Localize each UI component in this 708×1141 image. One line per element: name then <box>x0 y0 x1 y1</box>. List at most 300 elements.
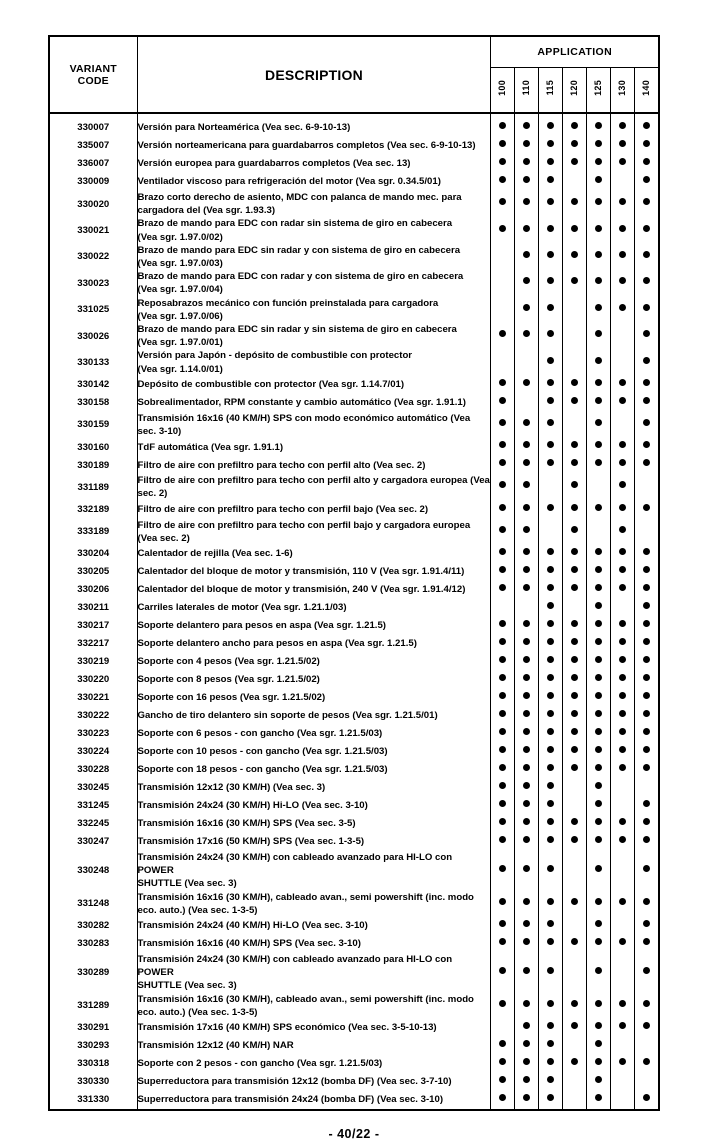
application-dot-empty <box>619 357 626 364</box>
application-dot-filled <box>595 656 602 663</box>
application-cell-120 <box>563 851 587 891</box>
application-cell-130 <box>611 635 635 653</box>
application-dot-empty <box>595 481 602 488</box>
application-cell-110 <box>515 635 539 653</box>
application-cell-120 <box>563 1091 587 1110</box>
application-dot-filled <box>547 865 554 872</box>
application-dot-filled <box>499 920 506 927</box>
application-dot-empty <box>643 782 650 789</box>
description-cell <box>137 1073 491 1091</box>
application-cell-120 <box>563 323 587 349</box>
table-row <box>49 1073 659 1091</box>
application-cell-130 <box>611 1091 635 1110</box>
application-cell-125 <box>587 581 611 599</box>
application-dot-filled <box>499 526 506 533</box>
table-row <box>49 993 659 1019</box>
application-dot-filled <box>643 441 650 448</box>
application-dot-filled <box>547 419 554 426</box>
application-cell-130 <box>611 349 635 375</box>
application-dot-filled <box>643 459 650 466</box>
application-cell-125 <box>587 815 611 833</box>
application-dot-filled <box>547 1094 554 1101</box>
application-cell-130 <box>611 599 635 617</box>
application-cell-110 <box>515 323 539 349</box>
variant-code-cell: 335007 <box>49 137 137 155</box>
application-cell-100 <box>491 1055 515 1073</box>
application-cell-120 <box>563 297 587 323</box>
variant-code-cell: 330026 <box>49 323 137 349</box>
description-cell <box>137 833 491 851</box>
application-cell-140 <box>635 851 659 891</box>
application-cell-140 <box>635 599 659 617</box>
application-cell-120 <box>563 173 587 191</box>
description-cell <box>137 635 491 653</box>
application-cell-100 <box>491 119 515 137</box>
application-dot-filled <box>643 379 650 386</box>
application-dot-filled <box>643 967 650 974</box>
application-cell-100 <box>491 953 515 993</box>
application-cell-140 <box>635 1091 659 1110</box>
table-row <box>49 376 659 394</box>
application-dot-filled <box>499 158 506 165</box>
variant-code-cell: 330022 <box>49 244 137 270</box>
application-dot-filled <box>523 504 530 511</box>
application-dot-filled <box>547 800 554 807</box>
application-cell-110 <box>515 137 539 155</box>
variant-code-cell: 330211 <box>49 599 137 617</box>
application-dot-filled <box>643 620 650 627</box>
description-line1: Transmisión 16x16 (40 KM/H) SPS con modo económico automático (Vea sec. 3-10) <box>137 412 471 438</box>
application-cell-125 <box>587 474 611 500</box>
application-cell-110 <box>515 917 539 935</box>
application-dot-filled <box>619 504 626 511</box>
application-cell-115 <box>539 599 563 617</box>
application-dot-filled <box>643 158 650 165</box>
application-dot-filled <box>595 620 602 627</box>
application-dot-filled <box>595 674 602 681</box>
application-dot-filled <box>595 1076 602 1083</box>
table-body <box>49 113 659 1110</box>
application-dot-filled <box>571 225 578 232</box>
table-row <box>49 671 659 689</box>
application-dot-filled <box>523 140 530 147</box>
application-dot-empty <box>571 419 578 426</box>
application-dot-empty <box>619 967 626 974</box>
application-cell-140 <box>635 725 659 743</box>
description-cell <box>137 851 491 891</box>
description-line1: Transmisión 17x16 (40 KM/H) SPS económico (Vea sec. 3-5-10-13) <box>137 1022 437 1034</box>
application-dot-filled <box>643 140 650 147</box>
application-cell-100 <box>491 1019 515 1037</box>
application-cell-140 <box>635 993 659 1019</box>
application-dot-filled <box>523 656 530 663</box>
application-cell-115 <box>539 725 563 743</box>
application-cell-140 <box>635 635 659 653</box>
application-dot-filled <box>523 225 530 232</box>
application-cell-120 <box>563 270 587 296</box>
application-dot-filled <box>523 176 530 183</box>
application-dot-filled <box>499 818 506 825</box>
application-cell-130 <box>611 545 635 563</box>
application-cell-140 <box>635 743 659 761</box>
application-dot-filled <box>595 1000 602 1007</box>
application-dot-filled <box>619 140 626 147</box>
application-cell-110 <box>515 797 539 815</box>
application-cell-125 <box>587 833 611 851</box>
application-dot-filled <box>595 800 602 807</box>
application-cell-140 <box>635 935 659 953</box>
application-cell-130 <box>611 1037 635 1055</box>
application-dot-filled <box>643 898 650 905</box>
application-dot-filled <box>499 638 506 645</box>
application-cell-120 <box>563 599 587 617</box>
application-dot-filled <box>523 526 530 533</box>
application-cell-110 <box>515 217 539 243</box>
header-col-130 <box>611 68 635 114</box>
application-dot-filled <box>523 1076 530 1083</box>
application-cell-110 <box>515 707 539 725</box>
application-dot-filled <box>595 158 602 165</box>
application-dot-empty <box>619 330 626 337</box>
application-cell-110 <box>515 191 539 217</box>
application-dot-filled <box>499 938 506 945</box>
application-cell-125 <box>587 743 611 761</box>
table-row <box>49 438 659 456</box>
application-dot-filled <box>547 1058 554 1065</box>
application-cell-100 <box>491 456 515 474</box>
description-line1: Versión para Norteamérica (Vea sec. 6-9-10-13) <box>137 122 351 134</box>
variant-code-cell: 330219 <box>49 653 137 671</box>
description-cell <box>137 438 491 456</box>
application-cell-100 <box>491 394 515 412</box>
variant-code-cell: 330224 <box>49 743 137 761</box>
description-line1: Transmisión 12x12 (30 KM/H) (Vea sec. 3) <box>137 782 326 794</box>
application-cell-125 <box>587 155 611 173</box>
application-dot-filled <box>523 674 530 681</box>
application-cell-110 <box>515 244 539 270</box>
header-col-125 <box>587 68 611 114</box>
application-dot-filled <box>595 251 602 258</box>
application-cell-110 <box>515 779 539 797</box>
description-line2: (Vea sgr. 1.97.0/03) <box>137 258 223 270</box>
description-cell <box>137 935 491 953</box>
description-line1: Soporte con 6 pesos - con gancho (Vea sgr. 1.21.5/03) <box>137 728 383 740</box>
application-cell-100 <box>491 815 515 833</box>
application-cell-140 <box>635 833 659 851</box>
description-line1: Sobrealimentador, RPM constante y cambio automático (Vea sgr. 1.91.1) <box>137 397 466 409</box>
application-dot-filled <box>547 746 554 753</box>
variant-code-cell: 330330 <box>49 1073 137 1091</box>
application-dot-filled <box>547 818 554 825</box>
application-dot-empty <box>619 865 626 872</box>
application-dot-filled <box>571 1058 578 1065</box>
description-line1: Calentador del bloque de motor y transmisión, 110 V (Vea sgr. 1.91.4/11) <box>137 566 465 578</box>
application-dot-filled <box>571 251 578 258</box>
table-row <box>49 635 659 653</box>
application-cell-110 <box>515 1055 539 1073</box>
application-cell-125 <box>587 617 611 635</box>
application-dot-empty <box>643 526 650 533</box>
application-cell-140 <box>635 119 659 137</box>
variant-code-cell: 330142 <box>49 376 137 394</box>
application-cell-125 <box>587 935 611 953</box>
application-cell-130 <box>611 617 635 635</box>
application-cell-110 <box>515 851 539 891</box>
application-dot-filled <box>595 638 602 645</box>
application-cell-130 <box>611 815 635 833</box>
application-dot-filled <box>595 818 602 825</box>
application-dot-filled <box>523 898 530 905</box>
header-col-100-label: 100 <box>497 80 508 96</box>
application-dot-filled <box>499 1076 506 1083</box>
variant-code-cell: 330159 <box>49 412 137 438</box>
application-cell-110 <box>515 155 539 173</box>
variant-code-cell: 330023 <box>49 270 137 296</box>
application-dot-filled <box>643 938 650 945</box>
application-dot-empty <box>571 800 578 807</box>
application-cell-100 <box>491 297 515 323</box>
application-cell-115 <box>539 891 563 917</box>
application-cell-120 <box>563 501 587 519</box>
description-cell <box>137 173 491 191</box>
application-cell-115 <box>539 376 563 394</box>
application-cell-125 <box>587 349 611 375</box>
description-line1: Transmisión 12x12 (40 KM/H) NAR <box>137 1040 294 1052</box>
application-dot-empty <box>571 865 578 872</box>
table-row <box>49 797 659 815</box>
variant-code-cell: 331025 <box>49 297 137 323</box>
application-dot-empty <box>595 526 602 533</box>
application-dot-filled <box>547 397 554 404</box>
application-dot-filled <box>547 1000 554 1007</box>
application-cell-110 <box>515 474 539 500</box>
application-cell-140 <box>635 1019 659 1037</box>
description-line1: Transmisión 16x16 (30 KM/H) SPS (Vea sec. 3-5) <box>137 818 356 830</box>
application-dot-empty <box>571 330 578 337</box>
application-dot-filled <box>571 638 578 645</box>
header-col-115-label: 115 <box>545 80 556 96</box>
description-cell <box>137 137 491 155</box>
application-cell-130 <box>611 119 635 137</box>
application-dot-filled <box>523 800 530 807</box>
application-dot-filled <box>547 967 554 974</box>
application-cell-110 <box>515 935 539 953</box>
application-dot-filled <box>571 277 578 284</box>
description-cell <box>137 689 491 707</box>
application-dot-filled <box>523 158 530 165</box>
application-dot-filled <box>523 566 530 573</box>
application-dot-filled <box>643 584 650 591</box>
application-dot-filled <box>595 304 602 311</box>
application-dot-filled <box>571 674 578 681</box>
application-dot-empty <box>571 176 578 183</box>
application-dot-filled <box>499 1058 506 1065</box>
application-dot-filled <box>595 504 602 511</box>
application-dot-filled <box>595 602 602 609</box>
application-dot-filled <box>571 710 578 717</box>
description-line1: Superreductora para transmisión 24x24 (bomba DF) (Vea sec. 3-10) <box>137 1094 444 1106</box>
application-dot-filled <box>547 638 554 645</box>
application-cell-115 <box>539 501 563 519</box>
variant-code-cell: 336007 <box>49 155 137 173</box>
application-cell-100 <box>491 617 515 635</box>
application-cell-110 <box>515 519 539 545</box>
application-cell-120 <box>563 671 587 689</box>
application-cell-100 <box>491 474 515 500</box>
application-cell-140 <box>635 653 659 671</box>
description-line1: Carriles laterales de motor (Vea sgr. 1.21.1/03) <box>137 602 347 614</box>
application-cell-125 <box>587 563 611 581</box>
table-row <box>49 743 659 761</box>
application-dot-filled <box>547 277 554 284</box>
description-line2: eco. auto.) (Vea sec. 1-3-5) <box>137 1006 258 1018</box>
application-cell-125 <box>587 1073 611 1091</box>
application-dot-filled <box>523 419 530 426</box>
application-cell-120 <box>563 953 587 993</box>
application-dot-filled <box>619 764 626 771</box>
application-cell-110 <box>515 761 539 779</box>
variant-code-cell: 330217 <box>49 617 137 635</box>
application-dot-filled <box>547 836 554 843</box>
application-dot-filled <box>523 782 530 789</box>
application-cell-130 <box>611 217 635 243</box>
application-dot-filled <box>643 198 650 205</box>
application-cell-115 <box>539 119 563 137</box>
table-row <box>49 244 659 270</box>
application-dot-filled <box>643 1022 650 1029</box>
variant-code-cell: 331248 <box>49 891 137 917</box>
application-dot-empty <box>643 1040 650 1047</box>
application-dot-empty <box>571 782 578 789</box>
variant-code-cell: 330318 <box>49 1055 137 1073</box>
application-cell-125 <box>587 270 611 296</box>
table-row <box>49 953 659 993</box>
variant-code-cell: 330220 <box>49 671 137 689</box>
application-dot-filled <box>523 1058 530 1065</box>
description-cell <box>137 376 491 394</box>
application-cell-130 <box>611 797 635 815</box>
application-cell-100 <box>491 935 515 953</box>
application-dot-filled <box>595 176 602 183</box>
application-cell-130 <box>611 297 635 323</box>
variant-code-cell: 331289 <box>49 993 137 1019</box>
application-dot-filled <box>571 140 578 147</box>
description-line1: Calentador del bloque de motor y transmisión, 240 V (Vea sgr. 1.91.4/12) <box>137 584 466 596</box>
table-row <box>49 779 659 797</box>
description-line1: Soporte con 16 pesos (Vea sgr. 1.21.5/02) <box>137 692 326 704</box>
description-line1: Reposabrazos mecánico con función preinstalada para cargadora <box>137 297 439 309</box>
application-dot-filled <box>499 584 506 591</box>
variant-application-table <box>48 35 660 1111</box>
application-dot-filled <box>595 566 602 573</box>
application-cell-125 <box>587 501 611 519</box>
table-row <box>49 270 659 296</box>
application-dot-filled <box>643 1000 650 1007</box>
application-dot-filled <box>499 1094 506 1101</box>
description-line1: Soporte delantero ancho para pesos en aspa (Vea sgr. 1.21.5) <box>137 638 417 650</box>
application-cell-115 <box>539 797 563 815</box>
application-cell-100 <box>491 851 515 891</box>
variant-code-cell: 330282 <box>49 917 137 935</box>
application-cell-120 <box>563 412 587 438</box>
application-cell-110 <box>515 456 539 474</box>
application-cell-115 <box>539 173 563 191</box>
application-cell-130 <box>611 1055 635 1073</box>
application-cell-130 <box>611 155 635 173</box>
application-cell-120 <box>563 707 587 725</box>
application-dot-empty <box>571 967 578 974</box>
application-cell-110 <box>515 653 539 671</box>
application-dot-filled <box>523 818 530 825</box>
variant-code-cell: 331189 <box>49 474 137 500</box>
application-dot-filled <box>499 865 506 872</box>
application-cell-115 <box>539 1019 563 1037</box>
application-cell-110 <box>515 993 539 1019</box>
table-row <box>49 519 659 545</box>
application-dot-filled <box>499 379 506 386</box>
application-cell-125 <box>587 545 611 563</box>
description-line1: Soporte con 8 pesos (Vea sgr. 1.21.5/02) <box>137 674 320 686</box>
application-cell-140 <box>635 244 659 270</box>
application-dot-filled <box>547 938 554 945</box>
variant-code-cell: 330021 <box>49 217 137 243</box>
application-cell-120 <box>563 689 587 707</box>
application-cell-100 <box>491 545 515 563</box>
table-row <box>49 456 659 474</box>
header-col-100 <box>491 68 515 114</box>
application-dot-filled <box>619 620 626 627</box>
application-dot-filled <box>571 526 578 533</box>
application-cell-120 <box>563 761 587 779</box>
application-cell-130 <box>611 993 635 1019</box>
description-cell <box>137 191 491 217</box>
application-cell-115 <box>539 581 563 599</box>
application-cell-110 <box>515 270 539 296</box>
application-cell-120 <box>563 119 587 137</box>
application-cell-115 <box>539 779 563 797</box>
application-dot-filled <box>547 548 554 555</box>
application-cell-130 <box>611 323 635 349</box>
application-cell-120 <box>563 545 587 563</box>
description-cell <box>137 119 491 137</box>
description-line2: (Vea sgr. 1.97.0/02) <box>137 231 223 243</box>
application-cell-125 <box>587 761 611 779</box>
application-cell-120 <box>563 349 587 375</box>
application-cell-120 <box>563 155 587 173</box>
application-dot-filled <box>547 898 554 905</box>
application-dot-filled <box>499 548 506 555</box>
table-row <box>49 501 659 519</box>
application-cell-125 <box>587 689 611 707</box>
description-cell <box>137 707 491 725</box>
application-dot-empty <box>571 1094 578 1101</box>
description-line1: Ventilador viscoso para refrigeración del motor (Vea sgr. 0.34.5/01) <box>137 176 441 188</box>
application-cell-130 <box>611 917 635 935</box>
variant-code-cell: 330206 <box>49 581 137 599</box>
table-row <box>49 851 659 891</box>
application-cell-100 <box>491 244 515 270</box>
application-cell-110 <box>515 545 539 563</box>
variant-code-cell: 330291 <box>49 1019 137 1037</box>
application-dot-filled <box>523 620 530 627</box>
application-dot-filled <box>499 746 506 753</box>
description-line1: TdF automática (Vea sgr. 1.91.1) <box>137 441 284 453</box>
application-dot-filled <box>547 176 554 183</box>
application-dot-filled <box>595 746 602 753</box>
description-cell <box>137 501 491 519</box>
application-cell-120 <box>563 935 587 953</box>
application-dot-filled <box>619 898 626 905</box>
